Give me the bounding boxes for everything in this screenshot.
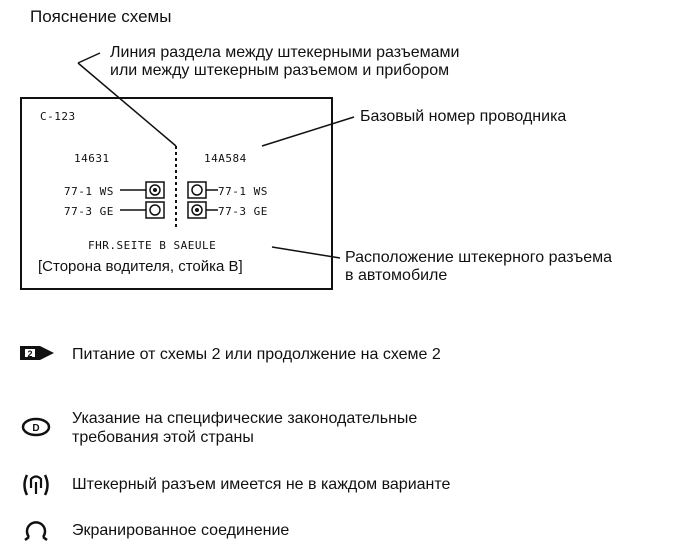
right-pin-1-icon <box>192 185 202 195</box>
legend-text-line: требования этой страны <box>72 429 254 446</box>
connector-location-annotation-line-1: Расположение штекерного разъема <box>345 249 613 266</box>
divider-line-annotation-line-2: или между штекерным разъемом и прибором <box>110 62 450 79</box>
country-rule-icon-letter: D <box>32 423 40 434</box>
legend-text-line: Штекерный разъем имеется не в каждом варианте <box>72 476 451 493</box>
left-pin-1-dot-icon <box>153 188 157 192</box>
location-code: FHR.SEITE B SAEULE <box>88 239 217 252</box>
divider-pointer-line <box>78 53 100 63</box>
country-rule-icon <box>23 419 49 435</box>
shielded-connection-icon <box>25 522 47 540</box>
location-pointer <box>272 247 340 258</box>
legend-text-line: Экранированное соединение <box>72 522 290 539</box>
base-wire-number-annotation: Базовый номер проводника <box>360 108 567 125</box>
right-wire-number: 14A584 <box>204 152 247 165</box>
legend-item-page-continuation <box>72 345 441 364</box>
left-pin-2: 77-3 GE <box>64 205 114 218</box>
optional-connector-icon <box>25 475 48 495</box>
legend-text-line: Указание на специфические законодательные <box>72 410 418 427</box>
left-pin-2-icon <box>150 205 160 215</box>
location-translation: [Сторона водителя, стойка В] <box>38 258 243 275</box>
arrow-page-icon-number: 2 <box>27 349 33 359</box>
box-code: C-123 <box>40 110 76 123</box>
divider-pointer-diagonal <box>78 63 176 146</box>
legend-text-line: Питание от схемы 2 или продолжение на схеме 2 <box>72 346 441 363</box>
right-pin-2-dot-icon <box>195 208 199 212</box>
connector-location-annotation-line-2: в автомобиле <box>345 267 448 284</box>
base-number-pointer <box>262 117 354 146</box>
divider-line-annotation-line-1: Линия раздела между штекерными разъемами <box>110 44 460 61</box>
legend-item-optional-connector <box>72 475 450 494</box>
legend-item-shielded-connection <box>72 521 289 540</box>
arrow-page-icon <box>20 346 54 360</box>
left-wire-number: 14631 <box>74 152 110 165</box>
legend-item-country-rule <box>72 409 417 447</box>
right-pin-2: 77-3 GE <box>218 205 268 218</box>
right-pin-1: 77-1 WS <box>218 185 268 198</box>
page-title: Пояснение схемы <box>30 7 172 26</box>
left-pin-1: 77-1 WS <box>64 185 114 198</box>
